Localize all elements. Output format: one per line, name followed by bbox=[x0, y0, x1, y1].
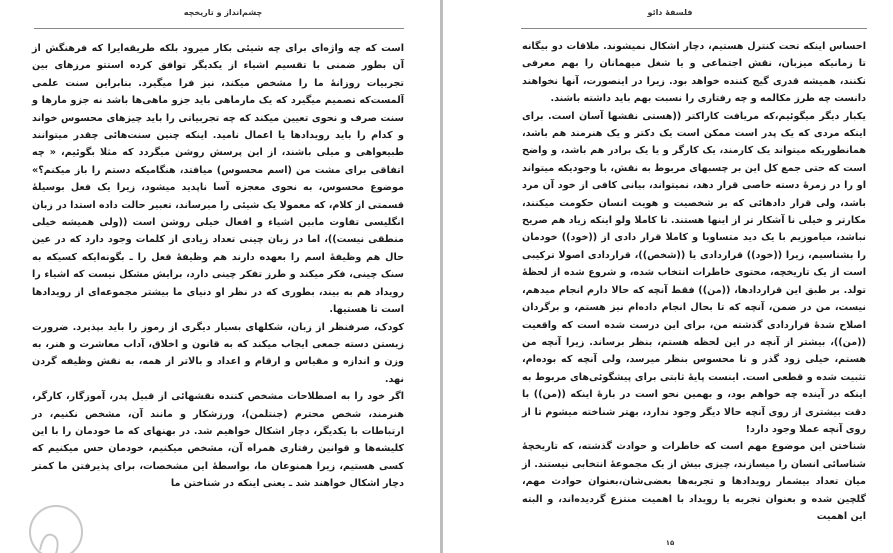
right-body-text bbox=[522, 38, 866, 525]
right-header-rule bbox=[521, 28, 867, 29]
left-page bbox=[0, 0, 446, 553]
right-page bbox=[447, 0, 893, 553]
right-paragraph-2: یکبار دیگر میگوئیم،که مریافت کاراکتر ((هستی نقشها آسان است. برای اینکه مردی که یک پدر است ممکن است یک دکتر و یک هنرمند هم باشد، همانطوریکه میتواند یک کارمند، یک کارگر و یا یک برادر هم باشد، و واضح است که حتی جمع کل این بر چسبهای مربوط به نقش، با وجودیکه میتواند او را در زمرهٔ دسته خاصی قرار دهد، نمیتواند، بیانی کافی از خود آن مرد باشد، ولی قرار دادهائی که بر شخصیت و هویت انسان حکومت میکنند، مکارتر و خیلی نا آشکار تر از اینها هستند. تا کاملا ولو اینکه زیاد هم صریح نباشد، میاموزیم با یک دید متساویا و کاملا قرار دادی از ((خود)) خودمان را بشناسیم، زیرا ((خود)) قراردادی یا ((شخص))، قراردادی اصولا ترکیبی است از یک تاریخچه، محتوی خاطرات انتخاب شده، و شروع شده از لحظهٔ تولد. بر طبق این قراردادها، ((من)) فقط آنچه که حالا دارم انجام میدهم، نیست، من در ضمن، آنچه که تا بحال انجام داده‌ام نیز هستم، و برگردان اصلاح شدهٔ قراردادی گذشته من، برای این درست شده است که واقعیت ((من))، بیشتر از آنچه در این لحظه هستم، بنظر برساند. زیرا آنچه من هستم، خیلی زود گذر و نا محسوس بنظر میرسد، ولی آنچه که بوده‌ام، تثبیت شده و قطعی است. اینست پایهٔ ثابتی برای پیشگوئی‌های مربوط به اینکه در آینده چه خواهم بود، و بهمین نحو است در بارهٔ اینکه ((من)) با دقت بیشتری از روی آنچه حالا دیگر وجود ندارد، بهتر شناخته میشوم تا از روی آنچه عملا وجود دارد! bbox=[522, 110, 866, 435]
right-paragraph-3: شناختن این موضوع مهم است که خاطرات و حوادث گذشته، که تاریخچهٔ شناسائی انسان را میسازند، چیزی بیش از یک مجموعهٔ انتخابی نیستند. از میان تعداد بیشمار رویدادها و تجربه‌ها بعضی‌شان،بعنوان حوادث مهم، گلچین شده و بعنوان تجربه یا رویداد با اهمیت منتزع گردیده‌اند، و البته این اهمیت bbox=[522, 441, 866, 522]
left-running-head: چشم‌انداز و تاریخچه bbox=[183, 8, 263, 17]
library-stamp-mark bbox=[26, 500, 86, 553]
right-running-head: فلسفهٔ دائو bbox=[647, 8, 693, 17]
left-paragraph-2: کودک، صرفنظر از زبان، شکلهای بسیار دیگری از رموز را باید بپذیرد. ضرورت زیستن دسته جمعی ایجاب میکند که به قانون و اخلاق، آداب معاشرت و هنر، به وزن و اندازه و مقیاس و ارقام و اعداد و بالاتر از همه، به نقش وظیفه گردن نهد. bbox=[32, 321, 404, 385]
left-header-rule bbox=[34, 28, 404, 29]
left-body-text bbox=[32, 40, 404, 493]
right-paragraph-1: احساس اینکه تحت کنترل هستیم، دچار اشکال نمیشوند. ملاقات دو بیگانه تا زمانیکه میزبان، نقش اجتماعی و یا شغل میهمانان را بهم معرفی نکنند، همیشه قدری گیج کننده خواهد بود. زیرا در اینصورت، آنها نخواهند دانست چه طرز مکالمه و چه رفتاری را نسبت بهم باید داشته باشند. bbox=[522, 41, 866, 105]
left-paragraph-3: اگر خود را به اصطلاحات مشخص کننده نقشهائی از قبیل پدر، آموزگار، کارگر، هنرمند، شخص محترم (جنتلمن)، ورزشکار و مانند آن، مشخص نکنیم، در ارتباطات با یکدیگر، دچار اشکال خواهیم شد. در بهنهای که ما خودمان را با این کلیشه‌ها و قوانین رفتاری همراه آن، مشخص میکنیم، خودمان حس میکنیم که کسی هستیم، زیرا همنوعان ما، بواسطهٔ این مشخصات، برای پذیرفتن ما کمتر دچار اشکال خواهند شد ـ یعنی اینکه در شناختن ما bbox=[32, 391, 404, 490]
page-number: ۱۵ bbox=[665, 539, 675, 547]
left-paragraph-1: است که چه واژه‌ای برای چه شیئی بکار میرود بلکه طریقه‌ایرا که فرهنگش از آن بطور ضمنی با تقسیم اشیاء از یکدیگر توافق کرده استتو مرزهای بین تجربیات روزانهٔ ما را مشخص میکند، نیز فرا میگیرد. بنابراین سنت علمی آلمست‌که تصمیم میگیرد که یک مارماهی باید جزو ماهی‌ها باشد نه جزو مارها و سنت صرف و نحوی تعیین میکند که چه تجربیاتی را باید چیزهای محسوس خواند و کدام را باید رویدادها یا اعمال نامید. اینکه چنین سنت‌هائی چقدر میتوانند طبیعواهی و میلی باشند، از این پرسش روشن میگردد که مثلا بگوئیم، « چه اتفاقی برای مشت من (اسم محسوس) میافتد، هنگامیکه دستم را باز میکنم؟» موضوع محسوس، به نحوی معجزه آسا ناپدید میشود، زیرا یک فعل بوسیلهٔ قسمتی از کلام، که معمولا یک شیئی را میرساند، تعبیر حالت داده استدا در زبان انگلیسی تفاوت مابین اشیاء و افعال خیلی روشن است ((ولی همیشه خیلی منطقی نیست))، اما در زبان چینی تعداد زیادی از کلمات وجود دارد که در عین حال هم وظیفهٔ اسم را بعهده دارند هم وظیفهٔ فعل را ـ بگونه‌ایکه کسیکه به سنک چینی، فکر میکند و طرز تفکر چینی دارد، برایش مشکل نیست که اشیاء را رویداد هم به بیند، بطوری که در نظر او دنیای ما بیشتر مجموعه‌ای از رویدادها است تا هستیها. bbox=[32, 43, 404, 316]
left-page-edge bbox=[440, 0, 443, 553]
